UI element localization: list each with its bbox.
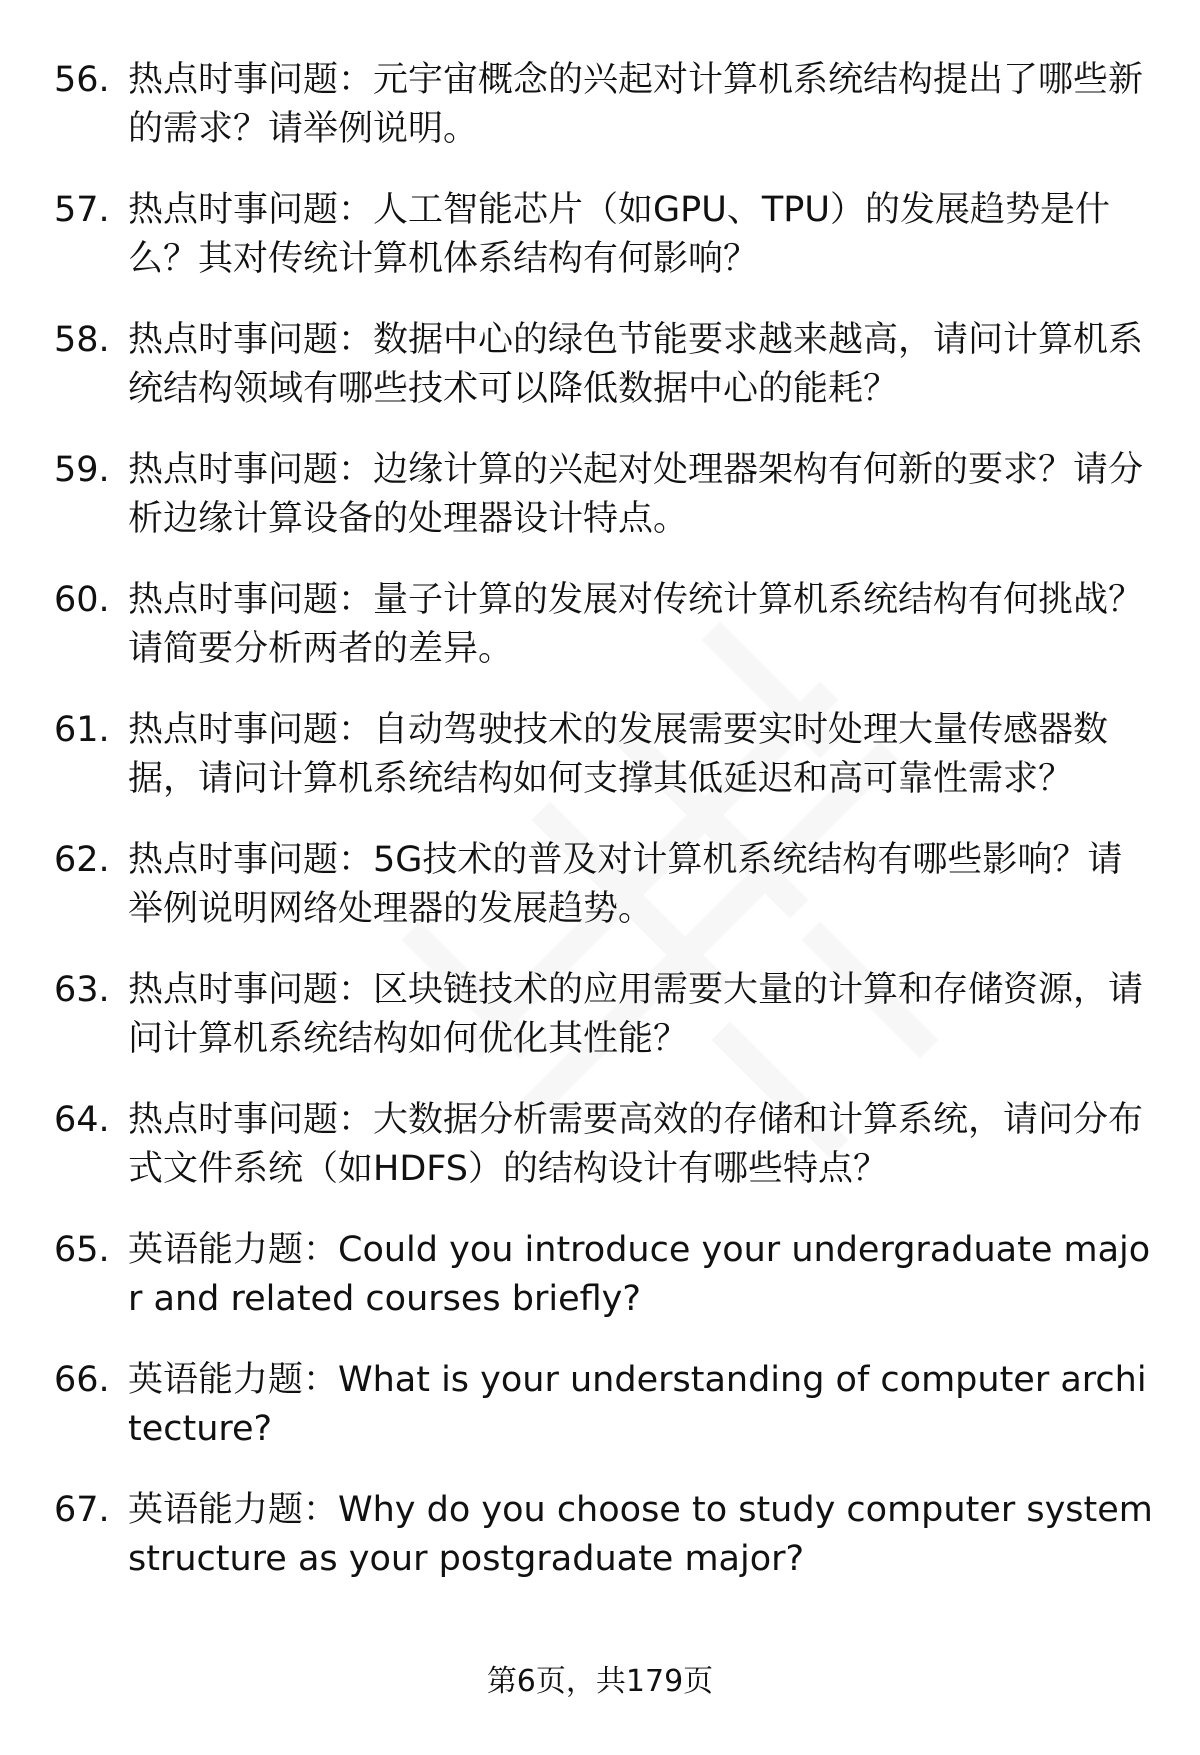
question-item [54, 446, 1154, 544]
question-text: 英语能力题：Why do you choose to study computer system structure as your postgraduate major? [128, 1490, 1153, 1579]
question-text: 英语能力题：What is your understanding of computer architecture? [128, 1360, 1147, 1449]
question-text: 热点时事问题：边缘计算的兴起对处理器架构有何新的要求？请分析边缘计算设备的处理器设计特点。 [128, 450, 1144, 539]
question-text: 热点时事问题：5G技术的普及对计算机系统结构有哪些影响？请举例说明网络处理器的发展趋势。 [128, 840, 1123, 929]
question-text: 热点时事问题：数据中心的绿色节能要求越来越高，请问计算机系统结构领域有哪些技术可以降低数据中心的能耗？ [128, 320, 1144, 409]
question-number: 65. [54, 1230, 110, 1270]
question-number: 57. [54, 190, 110, 230]
question-number: 56. [54, 60, 110, 100]
question-item [54, 316, 1154, 414]
question-list [54, 56, 1154, 1616]
question-item [54, 706, 1154, 804]
question-text: 热点时事问题：元宇宙概念的兴起对计算机系统结构提出了哪些新的需求？请举例说明。 [128, 60, 1144, 149]
question-text: 热点时事问题：人工智能芯片（如GPU、TPU）的发展趋势是什么？其对传统计算机体系结构有何影响？ [128, 190, 1110, 279]
question-item [54, 186, 1154, 284]
question-number: 58. [54, 320, 110, 360]
question-number: 64. [54, 1100, 110, 1140]
question-item [54, 1096, 1154, 1194]
question-number: 63. [54, 970, 110, 1010]
question-number: 67. [54, 1490, 110, 1530]
question-item [54, 1486, 1154, 1584]
page-footer [0, 1662, 1200, 1702]
question-item [54, 56, 1154, 154]
question-text: 热点时事问题：自动驾驶技术的发展需要实时处理大量传感器数据，请问计算机系统结构如何支撑其低延迟和高可靠性需求？ [128, 710, 1109, 799]
question-number: 66. [54, 1360, 110, 1400]
question-text: 热点时事问题：大数据分析需要高效的存储和计算系统，请问分布式文件系统（如HDFS）的结构设计有哪些特点？ [128, 1100, 1144, 1189]
question-text: 热点时事问题：量子计算的发展对传统计算机系统结构有何挑战？请简要分析两者的差异。 [128, 580, 1144, 669]
question-text: 英语能力题：Could you introduce your undergraduate major and related courses briefly? [128, 1230, 1151, 1319]
page-number-label: 第6页，共179页 [486, 1664, 714, 1699]
question-number: 62. [54, 840, 110, 880]
question-number: 61. [54, 710, 110, 750]
question-item [54, 1226, 1154, 1324]
question-number: 60. [54, 580, 110, 620]
question-number: 59. [54, 450, 110, 490]
question-item [54, 966, 1154, 1064]
question-item [54, 1356, 1154, 1454]
question-item [54, 576, 1154, 674]
question-text: 热点时事问题：区块链技术的应用需要大量的计算和存储资源，请问计算机系统结构如何优化其性能？ [128, 970, 1144, 1059]
question-item [54, 836, 1154, 934]
